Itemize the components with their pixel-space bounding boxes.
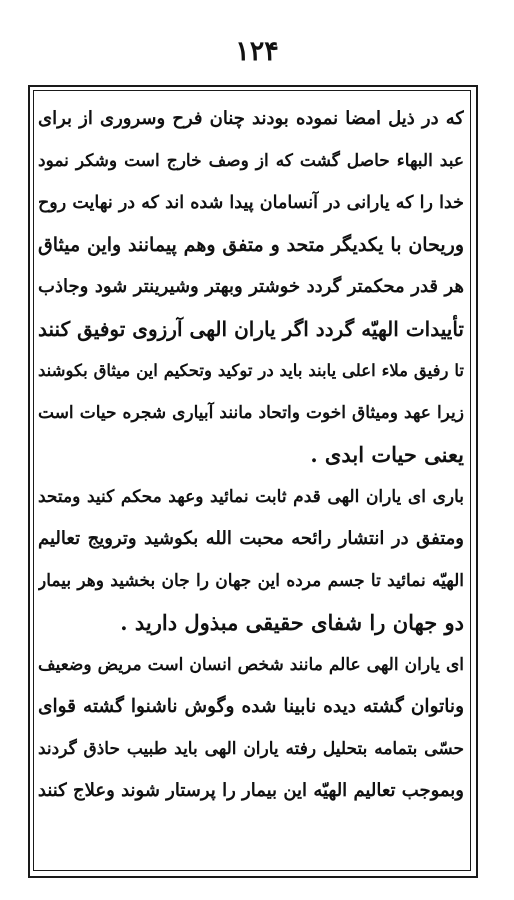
text-line: وریحان با یکدیگر متحد و متفق وهم پیمانند واین میثاق xyxy=(38,234,464,256)
text-line-paragraph-end: یعنی حیات ابدی . xyxy=(310,442,464,467)
text-line: خدا را که یارانی در آنسامان پیدا شده اند که در نهایت روح xyxy=(38,193,464,213)
text-line: وبموجب تعالیم الهیّه این بیمار را پرستار شوند وعلاج کنند xyxy=(38,780,464,801)
text-line: ومتفق در انتشار رائحه محبت الله بکوشید وترویج تعالیم xyxy=(38,528,464,549)
body-text xyxy=(38,98,464,858)
text-line: تأییدات الهیّه گردد اگر یاران الهی آرزوی توفیق کنند xyxy=(38,317,464,341)
text-line: زیرا عهد ومیثاق اخوت واتحاد مانند آبیاری شجره حیات است xyxy=(38,403,464,423)
page-number: ۱۲۴ xyxy=(235,36,279,67)
text-line: هر قدر محکمتر گردد خوشتر وبهتر وشیرینتر شود وجاذب xyxy=(38,276,464,297)
text-line: وناتوان گشته دیده نابینا شده وگوش ناشنوا گشته قوای xyxy=(38,696,464,717)
text-line: الهیّه نمائید تا جسم مرده این جهان را جان بخشید وهر بیمار xyxy=(38,571,464,591)
text-line: حسّی بتمامه بتحلیل رفته یاران الهی باید طبیب حاذق گردند xyxy=(38,739,464,759)
text-line: ای یاران الهی عالم مانند شخص انسان است مریض وضعیف xyxy=(38,655,464,675)
text-line: تا رفیق ملاء اعلی یابند باید در توکید وتحکیم این میثاق بکوشند xyxy=(38,361,464,380)
text-line: عبد البهاء حاصل گشت که از وصف خارج است وشکر نمود xyxy=(38,151,464,171)
text-line: که در ذیل امضا نموده بودند چنان فرح وسروری از برای xyxy=(38,108,464,129)
text-line-paragraph-end: دو جهان را شفای حقیقی مبذول دارید . xyxy=(120,610,464,635)
text-line: باری ای یاران الهی قدم ثابت نمائید وعهد محکم کنید ومتحد xyxy=(38,487,464,507)
